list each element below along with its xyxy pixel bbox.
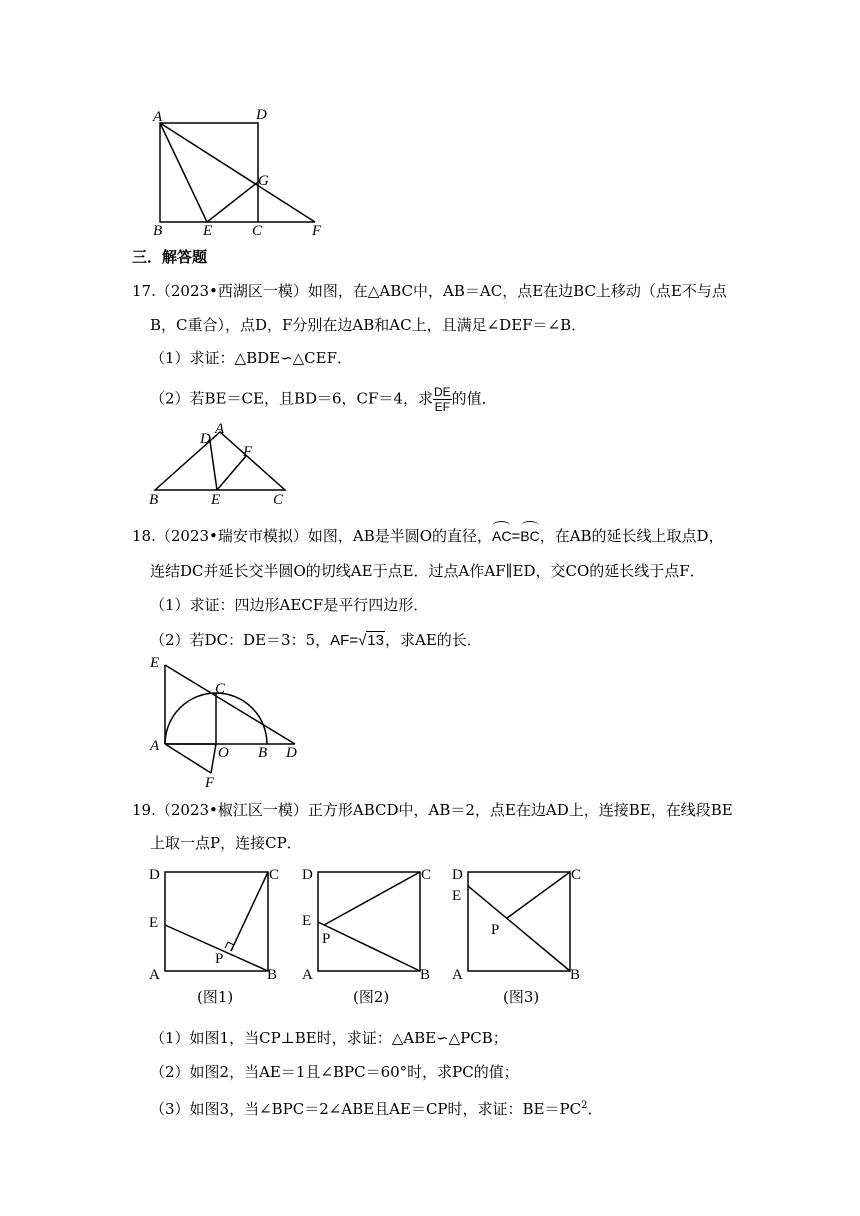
label-C: C: [273, 492, 284, 508]
q18-part2-pre: （2）若DC：DE＝3：5，: [150, 631, 331, 649]
q18-line2: 连结DC并延长交半圆O的切线AE于点E．过点A作AF∥ED，交CO的延长线于点F．: [150, 562, 705, 580]
label-F: F: [312, 223, 322, 239]
square-abcd: [160, 123, 258, 222]
label-F: F: [243, 444, 253, 460]
label-B: B: [149, 492, 159, 508]
caption-fig3: (图3): [503, 988, 540, 1006]
q18-part1: （1）求证：四边形AECF是平行四边形．: [150, 596, 429, 614]
label-O: O: [218, 745, 229, 761]
label-C: C: [269, 867, 280, 883]
label-P: P: [491, 922, 500, 938]
label-E: E: [452, 888, 462, 904]
af-label: AF=: [330, 632, 359, 649]
label-E: E: [150, 655, 160, 671]
label-D: D: [302, 867, 313, 883]
caption-fig2: (图2): [353, 988, 390, 1006]
label-F: F: [205, 775, 215, 790]
fraction-de-ef: [433, 385, 452, 414]
figure-q19-1: [145, 862, 290, 1012]
square-abcd-2: [318, 872, 420, 971]
label-A: A: [153, 109, 163, 125]
q17-part2-post: 的值．: [451, 389, 497, 408]
label-P: P: [322, 931, 331, 947]
label-E: E: [211, 492, 221, 508]
label-A: A: [150, 738, 160, 754]
frac-denominator: EF: [434, 400, 450, 414]
label-A: A: [452, 967, 463, 983]
label-C: C: [215, 681, 226, 697]
label-A: A: [149, 967, 160, 983]
label-E: E: [302, 913, 312, 929]
line-eg: [207, 182, 258, 222]
q17-part2: [150, 385, 497, 414]
label-D: D: [200, 431, 211, 447]
label-E: E: [149, 915, 159, 931]
q18-line1-post: ，在AB的延长线上取点D，: [539, 527, 724, 545]
label-D: D: [149, 867, 160, 883]
label-C: C: [252, 223, 263, 239]
triangle-abc: [155, 432, 285, 490]
label-C: C: [571, 867, 582, 883]
label-D: D: [286, 745, 297, 761]
label-B: B: [570, 967, 581, 983]
q19-part3-post: ．: [587, 1100, 603, 1118]
label-C: C: [421, 867, 432, 883]
label-B: B: [267, 967, 278, 983]
arc-bc: BC: [520, 524, 539, 546]
frac-numerator: DE: [433, 385, 451, 399]
superscript-2: 2: [581, 1100, 588, 1111]
figure-square-g: [145, 105, 345, 240]
q18-line1: [132, 524, 724, 547]
q19-line1: 19.（2023•椒江区一模）正方形ABCD中，AB＝2，点E在边AD上，连接BE，在线段BE: [132, 801, 733, 819]
label-D: D: [256, 107, 267, 123]
label-B: B: [258, 745, 268, 761]
caption-fig1: (图1): [197, 988, 234, 1006]
label-B: B: [153, 223, 163, 239]
q18-part2: [150, 630, 482, 651]
square-abcd-3: [468, 872, 570, 971]
q19-part3: [150, 1096, 602, 1119]
q19-part3-pre: （3）如图3，当∠BPC＝2∠ABE且AE＝CP时，求证：BE＝PC: [150, 1100, 582, 1118]
q17-line2: B，C重合），点D，F分别在边AB和AC上，且满足∠DEF＝∠B．: [150, 316, 587, 334]
q18-line1-pre: 18.（2023•瑞安市模拟）如图，AB是半圆O的直径，: [132, 527, 493, 545]
arc-ac: AC: [492, 524, 511, 546]
label-B: B: [420, 967, 431, 983]
figure-q19-2: [298, 862, 443, 1012]
q17-part2-pre: （2）若BE＝CE，且BD＝6，CF＝4，求: [150, 389, 433, 408]
label-A: A: [215, 421, 225, 437]
label-A: A: [302, 967, 313, 983]
q19-line2: 上取一点P，连接CP．: [150, 834, 302, 852]
figure-q19-3: [448, 862, 593, 1012]
label-G: G: [258, 173, 269, 189]
label-D: D: [452, 867, 463, 883]
figure-q17: [145, 418, 295, 508]
q17-line1: 17.（2023•西湖区一模）如图，在△ABC中，AB＝AC，点E在边BC上移动（点E不与点: [132, 282, 727, 300]
q19-part1: （1）如图1，当CP⊥BE时，求证：△ABE∽△PCB；: [150, 1029, 508, 1047]
label-P: P: [215, 951, 224, 967]
radicand: 13: [367, 632, 384, 649]
section-heading: 三．解答题: [132, 248, 208, 266]
q19-part2: （2）如图2，当AE＝1且∠BPC＝60°时，求PC的值；: [150, 1063, 519, 1081]
equals-sign: =: [511, 528, 521, 545]
figure-q18: [145, 655, 310, 790]
q18-part2-post: ，求AE的长．: [384, 631, 482, 649]
label-E: E: [203, 223, 213, 239]
q17-part1: （1）求证：△BDE∽△CEF．: [150, 349, 353, 367]
af-sqrt-13: AF=√13: [330, 632, 384, 649]
